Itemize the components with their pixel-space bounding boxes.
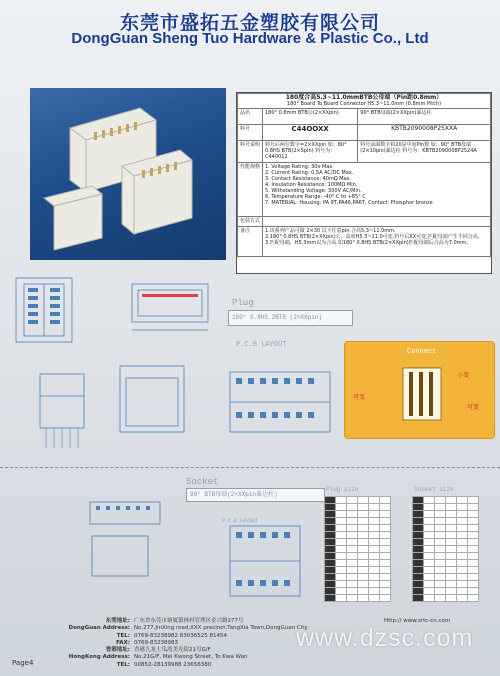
connect-right-label: 可变: [467, 404, 480, 411]
connectors-image: [30, 88, 226, 260]
spec-title-en: 180° Board To Board Connector H5.3~11.0mm (0.8mm Pitch): [286, 101, 442, 107]
connect-diagram: [397, 362, 447, 426]
row-note-label: 备注: [238, 227, 263, 257]
row-note-list: [263, 227, 491, 257]
perf-line: 6. Temperature Range: -40° C to +85° C: [265, 194, 366, 200]
connect-label: Connect: [407, 348, 437, 356]
row-name-label: 品名: [238, 109, 263, 125]
note-line: 2.180° 0.8HS BTB(2×XXpin)公，高度H5.3~11.0可变,料号后XX可变,匹配母端产生不同合高。: [265, 234, 483, 240]
footer-row: 东莞地址: 广东省东莞市塘厦镇林村管理区金兴路277号: [105, 618, 244, 624]
footer-row: HongKong Address: No.21G/F, Mei Kwong Street, To Kwa Wan: [68, 654, 248, 661]
row-name-plug: 180° 0.8mm BTB公(2×XXpin): [263, 109, 358, 125]
perf-line: 4. Insulation Resistance: 100MΩ Min.: [265, 182, 358, 188]
row-part-socket: KBTB2090008P25XXA: [358, 125, 491, 141]
footer-row: DongGuan Address: No.277,JinXing road,XXX precinct,TangXia Town,DongGuan City: [68, 625, 308, 632]
perf-line: 2. Current Rating: 0.5A AC/DC Max.: [265, 170, 354, 176]
pcb-layout-label-2: P.C.B LAYOUT: [222, 518, 259, 524]
socket-drawings: [70, 496, 320, 614]
row-perf-list: [263, 163, 491, 217]
socket-size-label: Socket size: [414, 486, 454, 493]
note-line: 3.匹配母端，H5.3mm以为合高,如180° 0.8HS BTB(2×XXpin)匹配母端后合高为7.0mm。: [265, 240, 472, 246]
perf-line: 3. Contact Resistance: 40mΩ Max.: [265, 176, 352, 182]
product-photo: [30, 88, 226, 260]
watermark: www.dzsc.com: [296, 624, 474, 652]
row-part-label: 料号: [238, 125, 263, 141]
pcb-layout-label: P.C.B LAYOUT: [236, 341, 287, 349]
plug-side-drawings: [30, 356, 350, 466]
connect-small-label: 小变: [457, 372, 470, 379]
website-link[interactable]: Http:// www.srtc-cn.com: [384, 618, 451, 624]
perf-line: 7. MATERIAL: Housing: PA 9T,PA46,PA6T, Contact: Phosphor bronze: [265, 200, 433, 206]
socket-part-box: 90° BTB母端(2×XXpin暴边柱): [186, 488, 325, 502]
row-name-socket: 90° BTB母端(2×XXpin)暴边柱: [358, 109, 491, 125]
row-desc-label: 料号说明: [238, 141, 263, 163]
connect-panel: [344, 341, 495, 439]
section-divider: [0, 467, 500, 468]
row-part-plug: C44OOXX: [263, 125, 358, 141]
company-title-en: DongGuan Sheng Tuo Hardware & Plastic Co., Ltd: [71, 30, 429, 47]
company-title-cn: 东莞市盛拓五金塑胶有限公司: [119, 12, 380, 34]
perf-line: 5. Withstanding Voltage: 300V AC/Min.: [265, 188, 362, 194]
footer-row: TEL: 00852-28139988 23656380: [116, 661, 212, 668]
footer-row: FAX: 0769-83238983: [116, 639, 178, 646]
plug-size-table: [324, 496, 391, 602]
perf-line: 1. Voltage Rating: 30v Max: [265, 164, 333, 170]
spec-title-cn: 180度合高5.3~11.0mmBTB公母端（Pin距0.8mm）: [285, 94, 443, 101]
plug-part-box: 180° 0.8HS.2BTB (2×XXpin): [228, 310, 353, 326]
spec-table: [236, 92, 492, 274]
row-desc-plug: 料号后两位数字=2×XXpin 如：80° 0.8HS BTB(2×5pin) 料号为：C440012: [263, 141, 358, 163]
plug-label: Plug: [232, 298, 254, 308]
plug-top-drawings: [10, 272, 240, 352]
footer-row: 香港地址: 香港九龙土瓜湾美光街21号G/F: [105, 647, 211, 654]
row-perf-label: 性能规格: [238, 163, 263, 217]
plug-size-label: Plug size: [326, 486, 359, 493]
socket-size-table: [412, 496, 479, 602]
note-line: 1.该系列产品可做 2×30 以下任意pin,合高5.3~11.0mm.: [265, 228, 396, 234]
row-pack-label: 包装方式: [238, 217, 263, 227]
footer-row: TEL: 0769-83238982 83036525 81454: [116, 632, 227, 639]
connect-left-label: 可变: [353, 394, 366, 401]
page-number: Page4: [12, 659, 34, 667]
row-desc-socket: 料号前面数字和20是中间Pin数 如：90° BTB母端(2×10pin)暴边柱 料号为：KBTB2090008P2524A: [358, 141, 491, 163]
socket-label: Socket: [186, 477, 219, 487]
